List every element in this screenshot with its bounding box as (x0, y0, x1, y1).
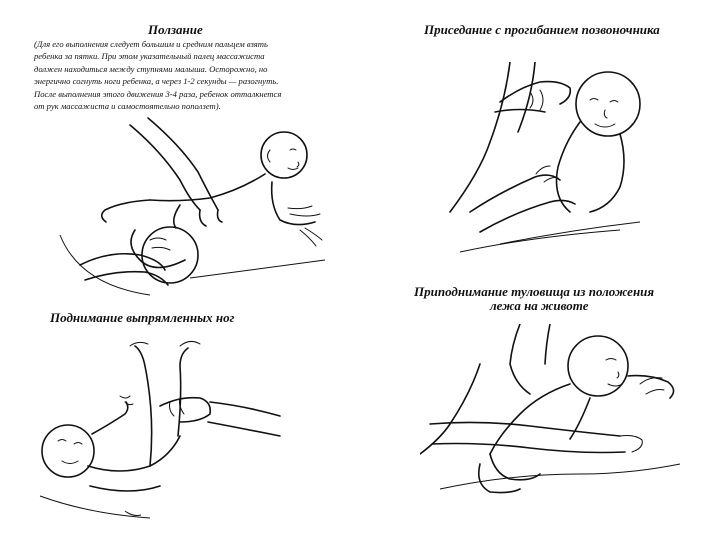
torso-title-line-2: лежа на животе (490, 298, 589, 313)
crawling-illustration (40, 110, 340, 300)
crawling-description-line: от рук массажиста и самостоятельно поползет). (34, 101, 221, 112)
squat-title: Приседание с прогибанием позвоночника (424, 22, 660, 37)
crawling-description-line: (Для его выполнения следует большим и средним пальцем взять (34, 39, 268, 49)
crawling-description-line: должен находиться между ступнями малыша. Осторожно, но (34, 63, 268, 74)
crawling-description-line: энергично согнуть ноги ребенка, а через 1-2 секунды — разогнуть. (34, 76, 279, 87)
legs-illustration (30, 336, 290, 526)
torso-title: Приподнимание туловища из положения (414, 284, 655, 299)
crawling-description-line: После выполнения этого движения 3-4 раза, ребенок отталкнется (34, 88, 282, 99)
crawling-description (34, 38, 334, 112)
crawling-description-line: ребенка за пятки. При этом указательный палец массажиста (34, 51, 265, 62)
squat-illustration (440, 62, 680, 257)
torso-illustration (420, 324, 690, 524)
crawling-title: Ползание (148, 22, 203, 37)
legs-title: Поднимание выпрямленных ног (50, 310, 235, 325)
